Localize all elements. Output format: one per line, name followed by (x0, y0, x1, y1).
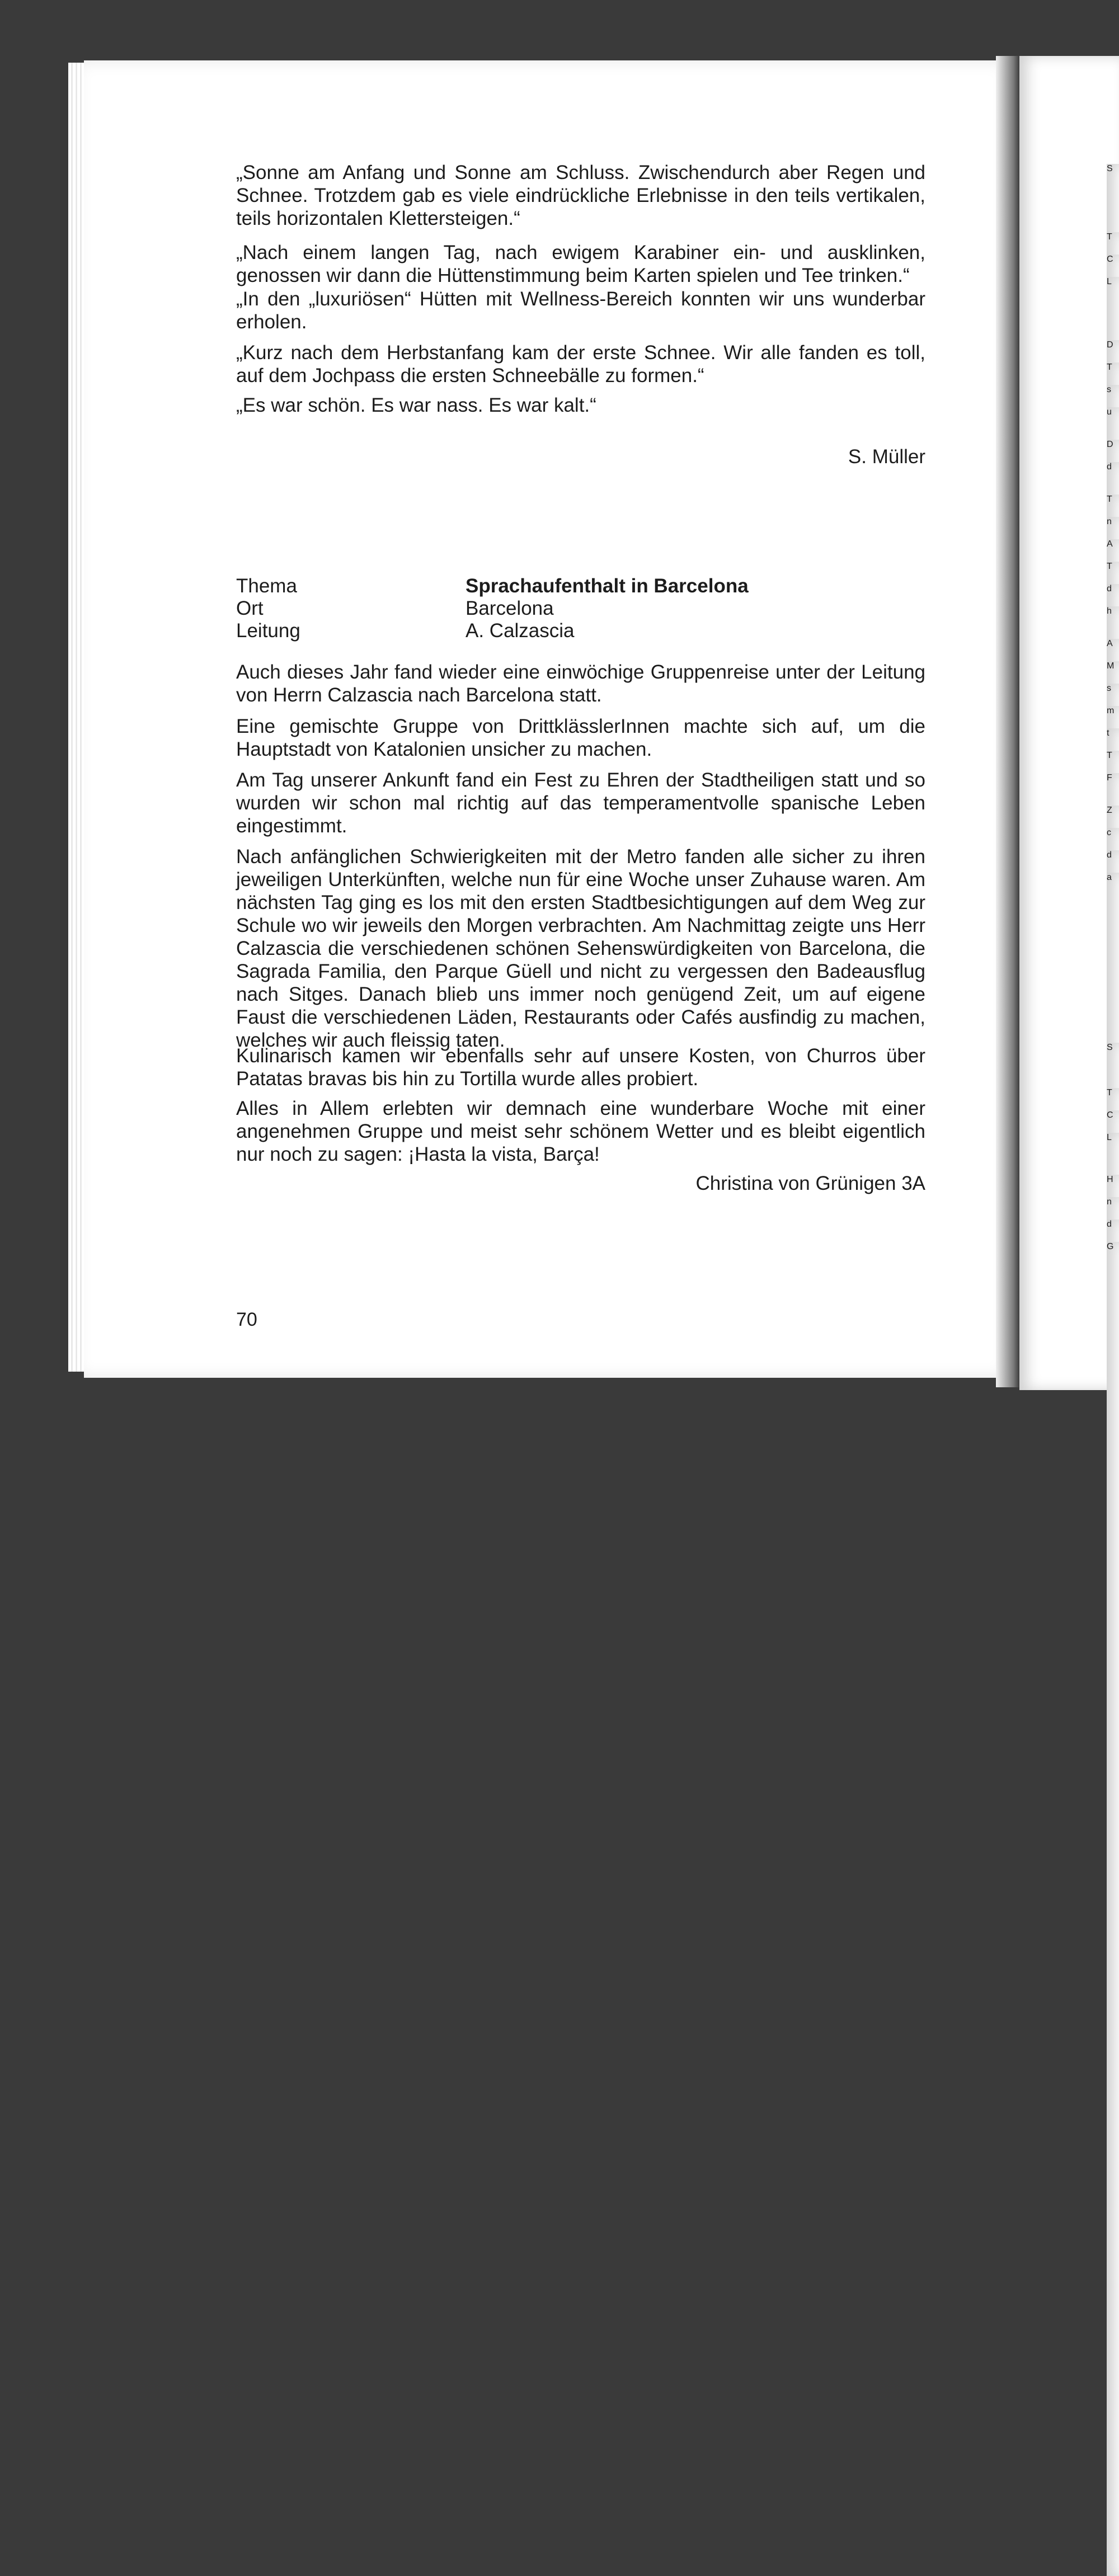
fragment: s (1107, 385, 1119, 1719)
fragment: M (1107, 661, 1119, 1995)
fragment: L (1107, 277, 1119, 1611)
fragment: t (1107, 728, 1119, 2062)
fragment: h (1107, 606, 1119, 1941)
quote-paragraph: „Kurz nach dem Herbstanfang kam der erste Schnee. Wir alle fanden es toll, auf dem Jochpass die ersten Schneebälle zu formen.“ (236, 342, 925, 387)
fragment: d (1107, 850, 1119, 2184)
fragment: n (1107, 517, 1119, 1851)
meta-label: Thema (236, 575, 297, 597)
fragment: d (1107, 462, 1119, 1796)
meta-label: Ort (236, 597, 264, 619)
fragment: d (1107, 1219, 1119, 2554)
fragment: S (1107, 1043, 1119, 2377)
fragment: u (1107, 407, 1119, 1741)
article-paragraph: Auch dieses Jahr fand wieder eine einwöchige Gruppenreise unter der Leitung von Herrn Calzascia nach Barcelona statt. (236, 661, 925, 706)
fragment: d (1107, 584, 1119, 1918)
article-paragraph: Am Tag unserer Ankunft fand ein Fest zu Ehren der Stadtheiligen statt und so wurden wir schon mal richtig auf das temperamentvolle spanische Leben eingestimmt. (236, 769, 925, 837)
fragment: D (1107, 440, 1119, 1774)
article-paragraph: Eine gemischte Gruppe von DrittklässlerInnen machte sich auf, um die Hauptstadt von Katalonien unsicher zu machen. (236, 715, 925, 760)
article-author: Christina von Grünigen 3A (695, 1172, 925, 1194)
quote-paragraph: „Sonne am Anfang und Sonne am Schluss. Zwischendurch aber Regen und Schnee. Trotzdem gab es viele eindrückliche Erlebnisse in den teils vertikalen, teils horizontalen Klettersteigen.“ (236, 162, 925, 229)
fragment: T (1107, 232, 1119, 1566)
article-meta (236, 575, 925, 642)
page-number: 70 (236, 1309, 257, 1330)
meta-row-leitung (236, 620, 925, 642)
fragment: c (1107, 828, 1119, 2162)
quote-paragraph: „Nach einem langen Tag, nach ewigem Karabiner ein- und ausklinken, genossen wir dann die Hüttenstimmung beim Karten spielen und Tee trinken.“ (236, 242, 925, 286)
meta-label: Leitung (236, 620, 300, 642)
fragment: L (1107, 1133, 1119, 2467)
meta-row-ort (236, 597, 925, 620)
fragment: G (1107, 1242, 1119, 2576)
fragment: C (1107, 1110, 1119, 2445)
fragment: S (1107, 164, 1119, 1498)
fragment: A (1107, 639, 1119, 1973)
fragment: C (1107, 255, 1119, 1589)
article-title: Sprachaufenthalt in Barcelona (466, 575, 749, 597)
fragment: a (1107, 873, 1119, 2207)
quote-paragraph: „Es war schön. Es war nass. Es war kalt.“ (236, 394, 596, 416)
fragment: n (1107, 1197, 1119, 2531)
fragment: F (1107, 773, 1119, 2107)
right-page (1019, 56, 1119, 1390)
meta-value: A. Calzascia (466, 620, 575, 642)
quotes-author: S. Müller (848, 446, 925, 468)
fragment: T (1107, 495, 1119, 1829)
meta-row-thema (236, 575, 925, 597)
quote-paragraph: „In den „luxuriösen“ Hütten mit Wellness-Bereich konnten wir uns wunderbar erholen. (236, 288, 925, 333)
fragment: T (1107, 562, 1119, 1896)
fragment: A (1107, 539, 1119, 1873)
article-paragraph: Alles in Allem erlebten wir demnach eine wunderbare Woche mit einer angenehmen Gruppe und meist sehr schönem Wetter und es bleibt eigentlich nur noch zu sagen: ¡Hasta la vista, Barça! (236, 1098, 925, 1165)
fragment: s (1107, 684, 1119, 2018)
article-paragraph: Nach anfänglichen Schwierigkeiten mit der Metro fanden alle sicher zu ihren jeweiligen Unterkünften, welche nun für eine Woche unser Zuhause waren. Am nächsten Tag ging es los mit den ersten Stadtbesichtigungen auf dem Weg zur Schule wo wir jeweils den Morgen verbrachten. Am Nachmittag zeigte uns Herr Calzascia die verschiedenen schönen Sehenswürdigkeiten von Barcelona, die Sagrada Familia, den Parque Güell und nicht zu vergessen den Badeausflug nach Sitges. Danach blieb uns immer noch genügend Zeit, um auf eigene Faust die verschiedenen Läden, Restaurants oder Cafés ausfindig zu machen, welches wir auch fleissig taten. (236, 846, 925, 1051)
book-gutter (996, 56, 1021, 1387)
fragment: T (1107, 1088, 1119, 2422)
meta-value: Barcelona (466, 597, 554, 619)
fragment: T (1107, 751, 1119, 2085)
fragment: m (1107, 706, 1119, 2040)
fragment: Z (1107, 806, 1119, 2140)
fragment: H (1107, 1175, 1119, 2509)
fragment: D (1107, 340, 1119, 1674)
fragment: T (1107, 362, 1119, 1697)
article-paragraph: Kulinarisch kamen wir ebenfalls sehr auf unsere Kosten, von Churros über Patatas bravas bis hin zu Tortilla wurde alles probiert. (236, 1045, 925, 1090)
